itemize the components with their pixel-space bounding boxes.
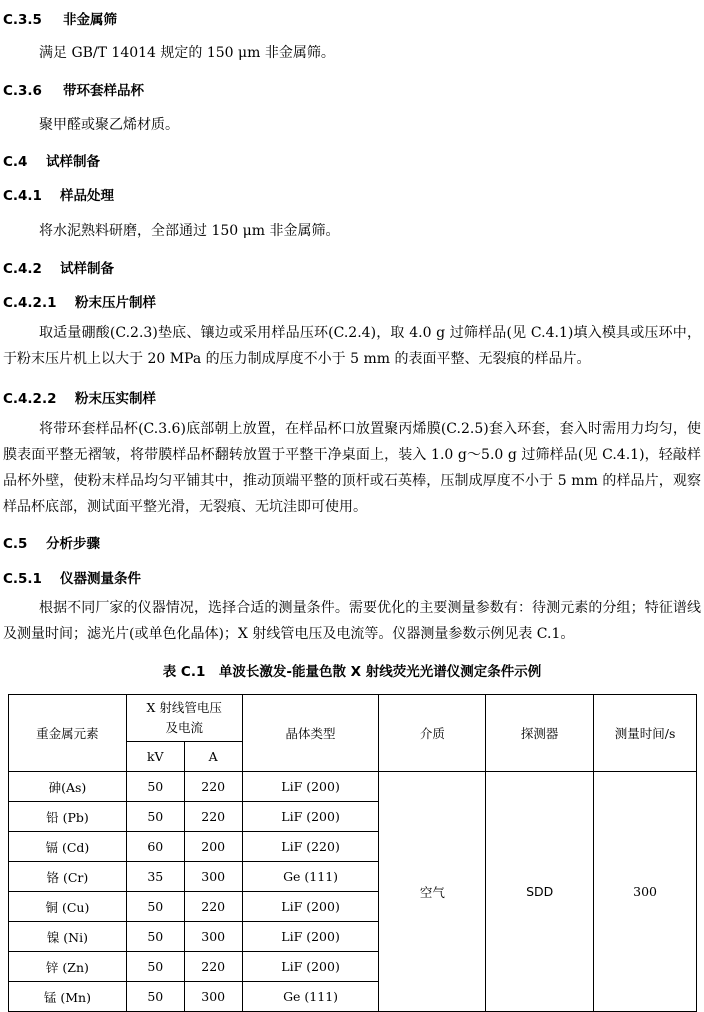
cell-a: 220 bbox=[184, 802, 242, 832]
header-element: 重金属元素 bbox=[9, 695, 127, 772]
paragraph-c3-6: 聚甲醛或聚乙烯材质。 bbox=[39, 117, 179, 133]
cell-crystal: Ge (111) bbox=[242, 982, 379, 1012]
cell-a: 300 bbox=[184, 862, 242, 892]
heading-c4-1: C.4.1 样品处理 bbox=[3, 188, 114, 204]
cell-element: 铅 (Pb) bbox=[9, 802, 127, 832]
header-tube: X 射线管电压及电流 bbox=[126, 695, 242, 742]
cell-kv: 50 bbox=[126, 952, 184, 982]
cell-crystal: LiF (220) bbox=[242, 832, 379, 862]
heading-c4-2-1: C.4.2.1 粉末压片制样 bbox=[3, 295, 156, 311]
header-detector: 探测器 bbox=[486, 695, 594, 772]
table-header-row bbox=[9, 695, 697, 742]
heading-c4-2-2: C.4.2.2 粉末压实制样 bbox=[3, 391, 156, 407]
heading-c3-6: C.3.6 带环套样品杯 bbox=[3, 83, 144, 99]
cell-time: 300 bbox=[594, 772, 697, 1012]
cell-a: 300 bbox=[184, 982, 242, 1012]
table-row bbox=[9, 772, 697, 802]
cell-kv: 35 bbox=[126, 862, 184, 892]
cell-element: 镉 (Cd) bbox=[9, 832, 127, 862]
cell-a: 220 bbox=[184, 952, 242, 982]
header-a: A bbox=[184, 742, 242, 772]
cell-element: 铬 (Cr) bbox=[9, 862, 127, 892]
cell-kv: 50 bbox=[126, 802, 184, 832]
cell-kv: 50 bbox=[126, 892, 184, 922]
table-caption: 表 C.1 单波长激发-能量色散 X 射线荧光光谱仪测定条件示例 bbox=[162, 664, 542, 680]
paragraph-c4-2-2: 将带环套样品杯(C.3.6)底部朝上放置，在样品杯口放置聚丙烯膜(C.2.5)套入环套，套入时需用力均匀，使膜表面平整无褶皱，将带膜样品杯翻转放置于平整干净桌面上，装入 1.0 g～5.0 g 过筛样品(见 C.4.1)，轻敲样品杯外壁，使粉末样品均匀平铺其中，推动顶端平整的顶杆或石英棒，压制成厚度不小于 5 mm 的样品片，观察样品杯底部，测试面平整光滑，无裂痕、无坑洼即可使用。 bbox=[3, 421, 701, 515]
cell-crystal: LiF (200) bbox=[242, 922, 379, 952]
cell-detector: SDD bbox=[486, 772, 594, 1012]
cell-medium: 空气 bbox=[379, 772, 486, 1012]
cell-element: 砷(As) bbox=[9, 772, 127, 802]
heading-c5: C.5 分析步骤 bbox=[3, 536, 100, 552]
cell-crystal: LiF (200) bbox=[242, 892, 379, 922]
paragraph-c5-1: 根据不同厂家的仪器情况，选择合适的测量条件。需要优化的主要测量参数有：待测元素的分组；特征谱线及测量时间；滤光片(或单色化晶体)；X 射线管电压及电流等。仪器测量参数示例见表 C.1。 bbox=[3, 600, 701, 642]
cell-element: 锌 (Zn) bbox=[9, 952, 127, 982]
header-kv: kV bbox=[126, 742, 184, 772]
cell-kv: 50 bbox=[126, 982, 184, 1012]
cell-kv: 50 bbox=[126, 772, 184, 802]
cell-a: 200 bbox=[184, 832, 242, 862]
heading-c3-5: C.3.5 非金属筛 bbox=[3, 12, 117, 28]
cell-kv: 50 bbox=[126, 922, 184, 952]
paragraph-c4-2-1: 取适量硼酸(C.2.3)垫底、镶边或采用样品压环(C.2.4)，取 4.0 g 过筛样品(见 C.4.1)填入模具或压环中，于粉末压片机上以大于 20 MPa 的压力制成厚度不小于 5 mm 的表面平整、无裂痕的样品片。 bbox=[3, 325, 701, 367]
heading-c5-1: C.5.1 仪器测量条件 bbox=[3, 571, 141, 587]
cell-a: 220 bbox=[184, 892, 242, 922]
header-time: 测量时间/s bbox=[594, 695, 697, 772]
header-medium: 介质 bbox=[379, 695, 486, 772]
cell-crystal: LiF (200) bbox=[242, 802, 379, 832]
paragraph-c4-1: 将水泥熟料研磨，全部通过 150 μm 非金属筛。 bbox=[39, 223, 340, 239]
cell-element: 锰 (Mn) bbox=[9, 982, 127, 1012]
cell-element: 镍 (Ni) bbox=[9, 922, 127, 952]
cell-a: 220 bbox=[184, 772, 242, 802]
cell-kv: 60 bbox=[126, 832, 184, 862]
cell-element: 铜 (Cu) bbox=[9, 892, 127, 922]
cell-a: 300 bbox=[184, 922, 242, 952]
cell-crystal: LiF (200) bbox=[242, 772, 379, 802]
conditions-table bbox=[8, 694, 697, 1012]
heading-c4-2: C.4.2 试样制备 bbox=[3, 261, 114, 277]
cell-crystal: LiF (200) bbox=[242, 952, 379, 982]
header-crystal: 晶体类型 bbox=[242, 695, 379, 772]
heading-c4: C.4 试样制备 bbox=[3, 154, 100, 170]
cell-crystal: Ge (111) bbox=[242, 862, 379, 892]
paragraph-c3-5: 满足 GB/T 14014 规定的 150 μm 非金属筛。 bbox=[39, 45, 335, 61]
